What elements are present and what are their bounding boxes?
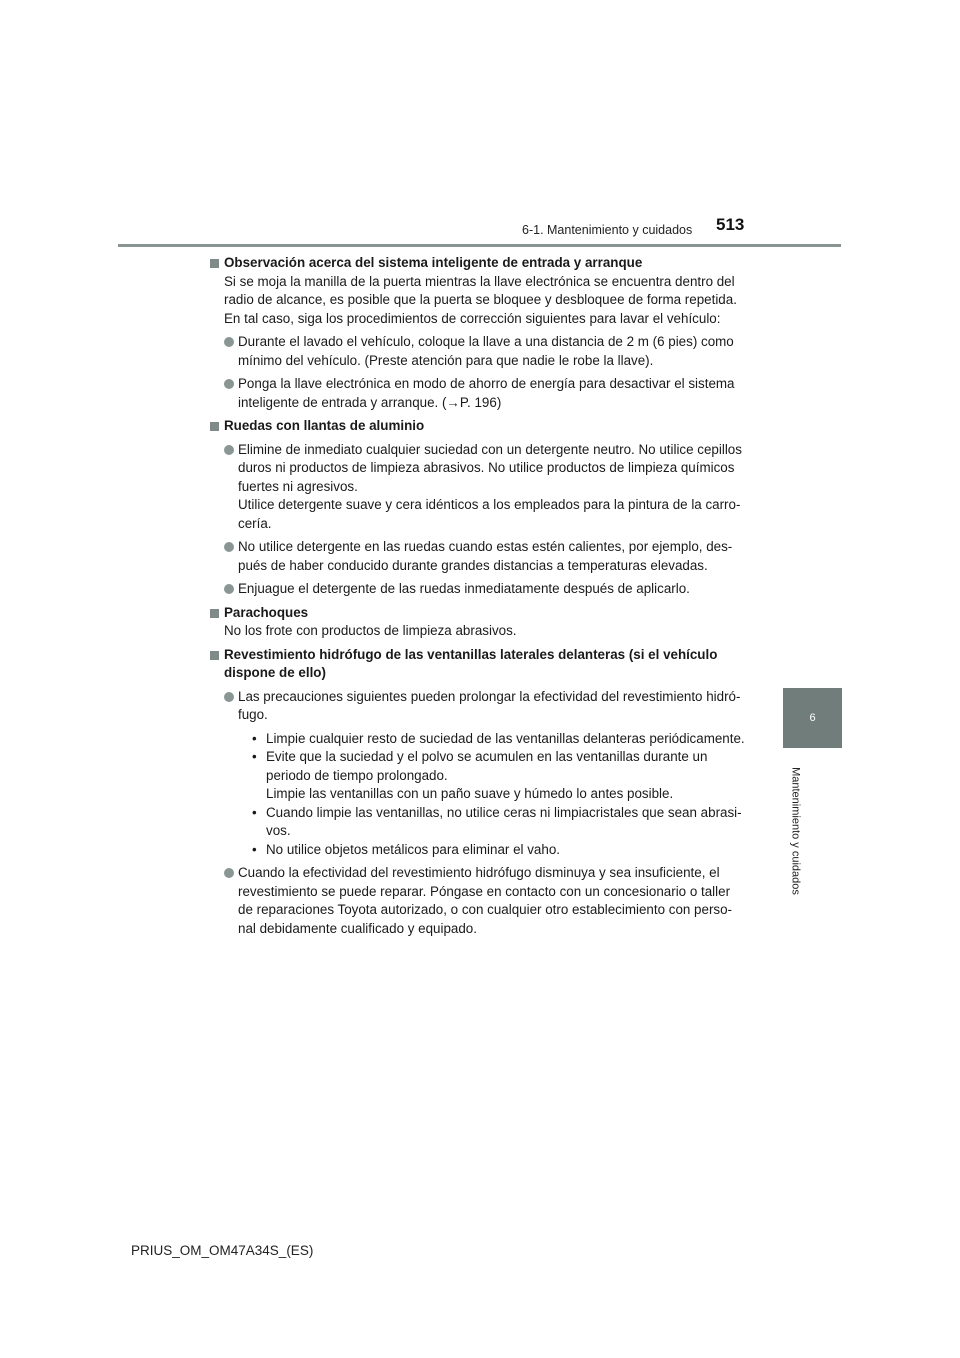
document-code: PRIUS_OM_OM47A34S_(ES) xyxy=(131,1243,314,1258)
circle-bullet-icon xyxy=(224,584,234,594)
bullet-line: Ponga la llave electrónica en modo de ahorro de energía para desactivar el sistema xyxy=(238,376,735,391)
sub-list-item xyxy=(252,841,748,860)
sub-item-line: Limpie las ventanillas con un paño suave y húmedo lo antes posible. xyxy=(266,786,674,801)
circle-bullet-icon xyxy=(224,445,234,455)
header-divider xyxy=(118,244,841,247)
bullet-line: Cuando la efectividad del revestimiento hidrófugo disminuya y sea insuficiente, el xyxy=(238,865,720,880)
bullet-item xyxy=(210,864,748,938)
bullet-item xyxy=(210,375,748,412)
bullet-item xyxy=(210,580,748,599)
circle-bullet-icon xyxy=(224,868,234,878)
bullet-line: de reparaciones Toyota autorizado, o con cualquier otro establecimiento con perso- xyxy=(238,902,733,917)
bullet-line: Elimine de inmediato cualquier suciedad con un detergente neutro. No utilice cepillos xyxy=(238,441,742,457)
chapter-number: 6 xyxy=(809,712,816,724)
square-bullet-icon xyxy=(210,651,219,660)
section-water-repellent xyxy=(210,646,748,939)
section-heading xyxy=(210,646,748,683)
bullet-line: inteligente de entrada y arranque. (→P. 196) xyxy=(238,394,502,410)
square-bullet-icon xyxy=(210,422,219,431)
chapter-title: Mantenimiento y cuidados xyxy=(789,767,802,895)
bullet-line: nal debidamente cualificado y equipado. xyxy=(238,920,477,936)
section-paragraph xyxy=(210,622,748,641)
bullet-line: No utilice detergente en las ruedas cuando estas estén calientes, por ejemplo, des- xyxy=(238,539,733,554)
bullet-line: Utilice detergente suave y cera idénticos a los empleados para la pintura de la carro- xyxy=(238,497,741,512)
paragraph-line: radio de alcance, es posible que la puerta se bloquee y desbloquee de forma repetida. xyxy=(224,292,737,307)
sub-item-line: Evite que la suciedad y el polvo se acumulen en las ventanillas durante un xyxy=(266,749,708,764)
bullet-line: duros ni productos de limpieza abrasivos. No utilice productos de limpieza químicos xyxy=(238,460,735,475)
bullet-line: pués de haber conducido durante grandes distancias a temperaturas elevadas. xyxy=(238,557,708,573)
bullet-line: Durante el lavado el vehículo, coloque la llave a una distancia de 2 m (6 pies) como xyxy=(238,334,734,349)
bullet-line: Las precauciones siguientes pueden prolongar la efectividad del revestimiento hidró- xyxy=(238,688,741,704)
bullet-item xyxy=(210,441,748,534)
chapter-tab xyxy=(783,688,842,748)
heading-line: Parachoques xyxy=(224,604,309,620)
sub-item-line: Limpie cualquier resto de suciedad de las ventanillas delanteras periódicamente. xyxy=(266,730,745,746)
section-heading xyxy=(210,604,748,623)
circle-bullet-icon xyxy=(224,379,234,389)
section-heading xyxy=(210,254,748,273)
heading-line: Observación acerca del sistema inteligente de entrada y arranque xyxy=(224,255,643,270)
main-content xyxy=(210,254,748,943)
paragraph-line: No los frote con productos de limpieza abrasivos. xyxy=(224,623,517,638)
sub-item-line: periodo de tiempo prolongado. xyxy=(266,767,448,783)
section-heading xyxy=(210,417,748,436)
header-section-title: 6-1. Mantenimiento y cuidados xyxy=(522,223,693,237)
bullet-line: fugo. xyxy=(238,707,268,722)
sub-item-line: No utilice objetos metálicos para eliminar el vaho. xyxy=(266,841,560,857)
sub-list-item xyxy=(252,730,748,749)
section-aluminum-wheels xyxy=(210,417,748,599)
circle-bullet-icon xyxy=(224,542,234,552)
page-number: 513 xyxy=(716,215,745,234)
bullet-item xyxy=(210,688,748,725)
bullet-line: Enjuague el detergente de las ruedas inmediatamente después de aplicarlo. xyxy=(238,581,690,596)
bullet-item xyxy=(210,333,748,370)
sub-item-line: vos. xyxy=(266,823,291,838)
circle-bullet-icon xyxy=(224,692,234,702)
bullet-line: fuertes ni agresivos. xyxy=(238,478,358,494)
chapter-title-vertical xyxy=(786,755,804,907)
bullet-line: mínimo del vehículo. (Preste atención para que nadie le robe la llave). xyxy=(238,352,654,368)
paragraph-line: En tal caso, siga los procedimientos de corrección siguientes para lavar el vehículo: xyxy=(224,310,721,326)
small-bullet-icon: • xyxy=(252,804,257,820)
circle-bullet-icon xyxy=(224,337,234,347)
heading-line: Revestimiento hidrófugo de las ventanillas laterales delanteras (si el vehículo xyxy=(224,646,718,662)
small-bullet-icon: • xyxy=(252,749,257,764)
small-bullet-icon: • xyxy=(252,841,257,857)
section-smart-entry xyxy=(210,254,748,412)
small-bullet-icon: • xyxy=(252,730,257,746)
square-bullet-icon xyxy=(210,609,219,618)
sub-list xyxy=(210,730,748,860)
section-bumpers xyxy=(210,604,748,641)
bullet-line: revestimiento se puede reparar. Póngase en contacto con un concesionario o taller xyxy=(238,883,731,899)
sub-list-item xyxy=(252,748,748,804)
heading-line: Ruedas con llantas de aluminio xyxy=(224,418,425,433)
square-bullet-icon xyxy=(210,259,219,268)
sub-item-line: Cuando limpie las ventanillas, no utilice ceras ni limpiacristales que sean abrasi- xyxy=(266,804,742,820)
heading-line: dispone de ello) xyxy=(224,665,326,680)
bullet-line: cería. xyxy=(238,515,272,531)
bullet-item xyxy=(210,538,748,575)
paragraph-line: Si se moja la manilla de la puerta mientras la llave electrónica se encuentra dentro del xyxy=(224,273,735,289)
sub-list-item xyxy=(252,804,748,841)
section-paragraph xyxy=(210,273,748,329)
